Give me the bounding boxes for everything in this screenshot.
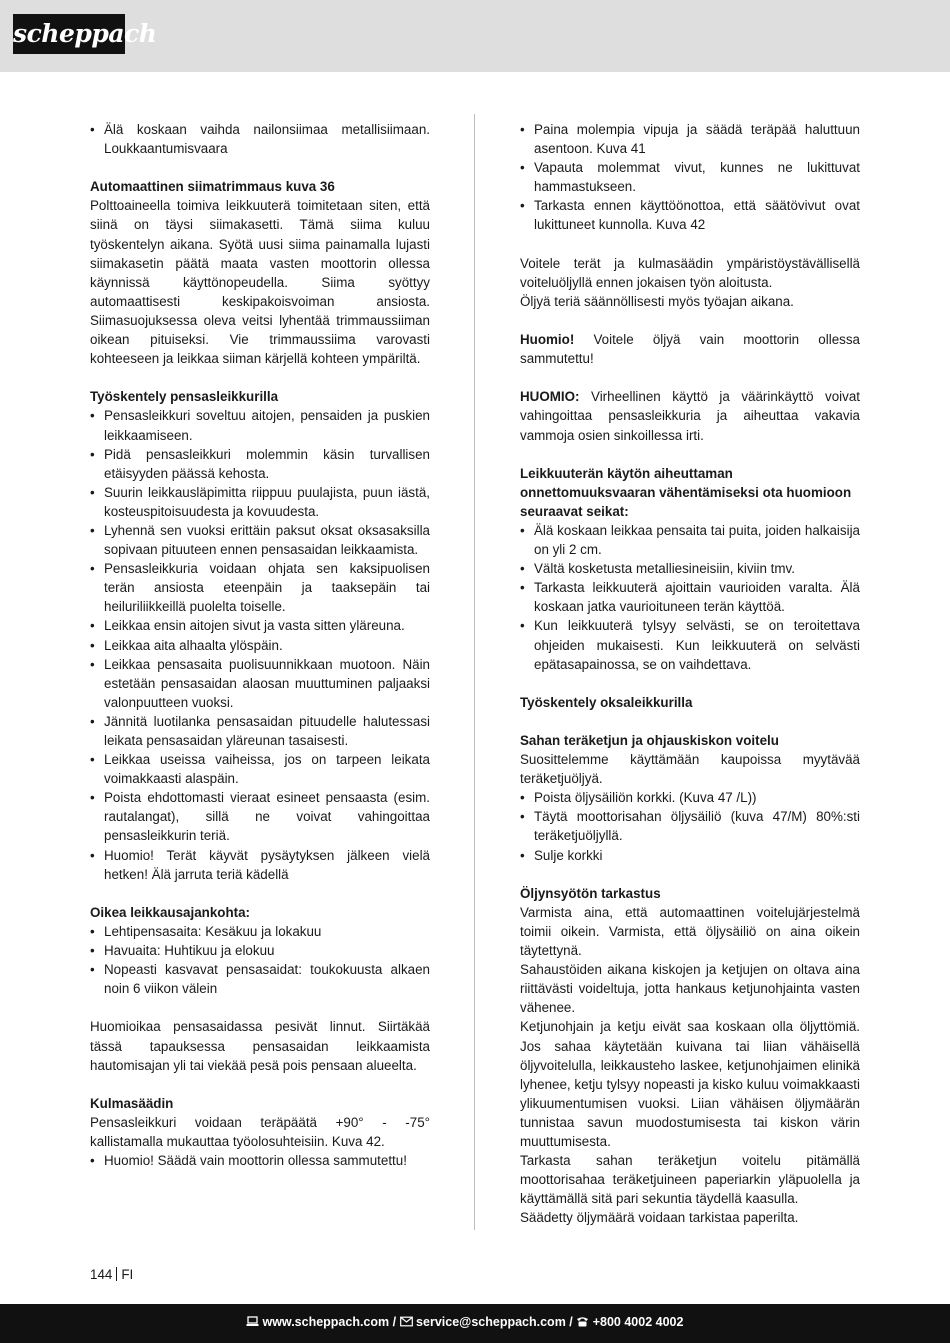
note-text: Voitele öljyä vain moottorin ollessa sammutettu! bbox=[520, 332, 860, 367]
list-item: • Poista öljysäiliön korkki. (Kuva 47 /L)) bbox=[520, 788, 860, 807]
list-item: • Havuaita: Huhtikuu ja elokuu bbox=[90, 941, 430, 960]
angle-list bbox=[90, 1151, 430, 1170]
warning-label: HUOMIO: bbox=[520, 389, 580, 405]
brand-logo: scheppach bbox=[13, 14, 125, 54]
right-column bbox=[520, 120, 860, 1227]
paragraph-oil-check-4: Tarkasta sahan teräketjun voitelu pitämällä moottorisahaa teräketjuineen paperiarkin yläpuolella ja käyttämällä sitä pari sekuntia täydellä kaasulla. bbox=[520, 1153, 860, 1207]
list-item: • Leikkaa aita alhaalta ylöspäin. bbox=[90, 636, 430, 655]
footer-separator: / bbox=[389, 1315, 400, 1329]
accident-list bbox=[520, 521, 860, 674]
list-item: • Täytä moottorisahan öljysäiliö (kuva 47/M) 80%:sti teräketjuöljyllä. bbox=[520, 807, 860, 845]
list-item: • Tarkasta leikkuuterä ajoittain vaurioiden varalta. Älä koskaan jatka vaurioituneen terän käyttöä. bbox=[520, 578, 860, 616]
list-item: • Leikkaa pensasaita puolisuunnikkaan muotoon. Näin estetään pensasaidan alaosan muuttuminen paljaaksi valonpuutteen vuoksi. bbox=[90, 655, 430, 712]
list-item: • Älä koskaan vaihda nailonsiimaa metallisiimaan. Loukkaantumisvaara bbox=[90, 120, 430, 158]
footer-band bbox=[0, 1304, 950, 1343]
phone-icon bbox=[576, 1316, 589, 1327]
page-number bbox=[90, 1265, 133, 1284]
list-item: • Lehtipensasaita: Kesäkuu ja lokakuu bbox=[90, 922, 430, 941]
page-language: FI bbox=[121, 1267, 134, 1282]
list-item: • Vapauta molemmat vivut, kunnes ne lukittuvat hammastukseen. bbox=[520, 158, 860, 196]
paragraph-oil-check-5: Säädetty öljymäärä voidaan tarkistaa paperilta. bbox=[520, 1210, 799, 1226]
warning-text: Virheellinen käyttö ja väärinkäyttö voivat vahingoittaa pensasleikkuria ja aiheuttaa vakavia vammoja osien sinkoillessa irti. bbox=[520, 389, 860, 443]
header-band bbox=[0, 0, 950, 72]
list-item: • Pensasleikkuri soveltuu aitojen, pensaiden ja puskien leikkaamiseen. bbox=[90, 406, 430, 444]
paragraph-auto-trim: Polttoaineella toimiva leikkuuterä toimitetaan siten, että siinä on täysi siimakasetti. Tämä siima kuluu työskentelyn aikana. Syötä uusi siima painamalla lujasti siimakasetin päätä maata vasten moottorin ollessa käynnissä käyttönopeudella. Siima syöttyy automaattisesti keskipakoisvoiman ansiosta. Siimasuojuksessa oleva veitsi lyhentää trimmaussiiman oikean pituiseksi. Vie trimmaussiima varovasti kohteeseen ja leikkaa siiman kärjellä kohteen ympäriltä. bbox=[90, 198, 430, 367]
footer-website[interactable]: www.scheppach.com bbox=[262, 1315, 390, 1329]
cutting-time-list bbox=[90, 922, 430, 998]
list-item: • Kun leikkuuterä tylsyy selvästi, se on teroitettava ohjeiden mukaisesti. Kun leikkuuterä on selvästi epätasapainossa, se on vaihdettava. bbox=[520, 616, 860, 673]
list-item: • Huomio! Terät käyvät pysäytyksen jälkeen vielä hetken! Älä jarruta teriä kädellä bbox=[90, 846, 430, 884]
computer-icon bbox=[246, 1316, 259, 1327]
heading-cutting-time: Oikea leikkausajankohta: bbox=[90, 904, 251, 920]
heading-oil-check: Öljynsyötön tarkastus bbox=[520, 885, 661, 901]
paragraph-oil-check-2: Sahaustöiden aikana kiskojen ja ketjujen on oltava aina riittävästi voideltuja, jotta hankaus ketjunohjainta vasten vähenee. bbox=[520, 962, 860, 1016]
list-item: • Sulje korkki bbox=[520, 846, 860, 865]
adjust-list bbox=[520, 120, 860, 235]
mail-icon bbox=[400, 1316, 413, 1327]
list-item: • Lyhennä sen vuoksi erittäin paksut oksat oksasaksilla sopivaan pituuteen ennen pensasaidan leikkaamista. bbox=[90, 521, 430, 559]
list-item: • Poista ehdottomasti vieraat esineet pensaasta (esim. rautalangat), sillä ne voivat vahingoittaa pensasleikkurin teriä. bbox=[90, 788, 430, 845]
list-item: • Leikkaa ensin aitojen sivut ja vasta sitten yläreuna. bbox=[90, 616, 430, 635]
paragraph-chain-lubrication: Suosittelemme käyttämään kaupoissa myytävää teräketjuöljyä. bbox=[520, 752, 860, 787]
paragraph-oil-check-1: Varmista aina, että automaattinen voitelujärjestelmä toimii oikein. Varmista, että öljysäiliö on aina oikein täytettynä. bbox=[520, 904, 860, 959]
hedge-list bbox=[90, 406, 430, 883]
heading-chain-lubrication: Sahan teräketjun ja ohjauskiskon voitelu bbox=[520, 733, 779, 748]
list-item: • Nopeasti kasvavat pensasaidat: toukokuusta alkaen noin 6 viikon välein bbox=[90, 960, 430, 998]
intro-list bbox=[90, 120, 430, 158]
paragraph-oil-1: Voitele terät ja kulmasäädin ympäristöystävällisellä voiteluöljyllä ennen jokaisen työn aloitusta. bbox=[520, 255, 860, 290]
footer-separator: / bbox=[565, 1315, 577, 1329]
list-item: • Huomio! Säädä vain moottorin ollessa sammutettu! bbox=[90, 1151, 430, 1170]
paragraph-oil-2: Öljyä teriä säännöllisesti myös työajan aikana. bbox=[520, 293, 794, 309]
list-item: • Pensasleikkuria voidaan ohjata sen kaksipuolisen terän ansiosta eteenpäin ja taaksepäin tai heiluriliikkeillä puolelta toiselle. bbox=[90, 559, 430, 616]
footer-email[interactable]: service@scheppach.com bbox=[416, 1315, 566, 1329]
paragraph-warning bbox=[520, 387, 860, 444]
heading-accident-risk: Leikkuuterän käytön aiheuttaman onnettomuuksvaaran vähentämiseksi ota huomioon seuraavat seikat: bbox=[520, 465, 852, 519]
heading-pole-pruner: Työskentely oksaleikkurilla bbox=[520, 694, 693, 710]
note-label: Huomio! bbox=[520, 332, 575, 348]
left-column bbox=[90, 120, 430, 1170]
list-item: • Jännitä luotilanka pensasaidan pituudelle halutessasi leikata pensasaidan yläreunan tasaisesti. bbox=[90, 712, 430, 750]
list-item: • Pidä pensasleikkuri molemmin käsin turvallisen etäisyyden päässä kehosta. bbox=[90, 445, 430, 483]
list-item: • Älä koskaan leikkaa pensaita tai puita, joiden halkaisija on yli 2 cm. bbox=[520, 521, 860, 559]
footer-contact bbox=[246, 1315, 683, 1329]
heading-angle-adjuster: Kulmasäädin bbox=[90, 1095, 174, 1111]
list-item: • Tarkasta ennen käyttöönottoa, että säätövivut ovat lukittuneet kunnolla. Kuva 42 bbox=[520, 196, 860, 234]
paragraph-oil-check-3: Ketjunohjain ja ketju eivät saa koskaan olla öljyttömiä. Jos sahaa käytetään kuivana tai liian vähäisellä öljyvoitelulla, leikkausteho laskee, ketjunohjaimen elinikä lyhenee, ketju tylsyy nopeasti ja kisko kuluu voimakkaasti ylikuumentumisen vuoksi. Liian vähäisen öljymäärän tunnistaa savun muodostumisesta tai kiskon värin muuttumisesta. bbox=[520, 1019, 860, 1149]
paragraph-angle-adjuster: Pensasleikkuri voidaan teräpäätä +90° - -75° kallistamalla mukauttaa työolosuhteisiin. Kuva 42. bbox=[90, 1114, 430, 1149]
heading-auto-trim: Automaattinen siimatrimmaus kuva 36 bbox=[90, 179, 335, 195]
list-item: • Leikkaa useissa vaiheissa, jos on tarpeen leikata voimakkaasti alaspäin. bbox=[90, 750, 430, 788]
column-divider bbox=[474, 114, 475, 1230]
chain-list bbox=[520, 788, 860, 864]
heading-hedge-trimmer: Työskentely pensasleikkurilla bbox=[90, 389, 279, 405]
list-item: • Vältä kosketusta metalliesineisiin, kiviin tmv. bbox=[520, 559, 860, 578]
paragraph-note bbox=[520, 330, 860, 368]
list-item: • Paina molempia vipuja ja säädä teräpää haluttuun asentoon. Kuva 41 bbox=[520, 120, 860, 158]
list-item: • Suurin leikkausläpimitta riippuu puulajista, puun iästä, kosteuspitoisuudesta ja kovuudesta. bbox=[90, 483, 430, 521]
footer-phone[interactable]: +800 4002 4002 bbox=[592, 1315, 684, 1329]
page-number-value: 144 bbox=[90, 1267, 113, 1282]
page-number-separator bbox=[116, 1267, 117, 1281]
paragraph-birds: Huomioikaa pensasaidassa pesivät linnut. Siirtäkää tässä tapauksessa pensasaidan leikkaamista hautomisajan yli tai viekää pesä pois pensaan alueelta. bbox=[90, 1019, 430, 1073]
